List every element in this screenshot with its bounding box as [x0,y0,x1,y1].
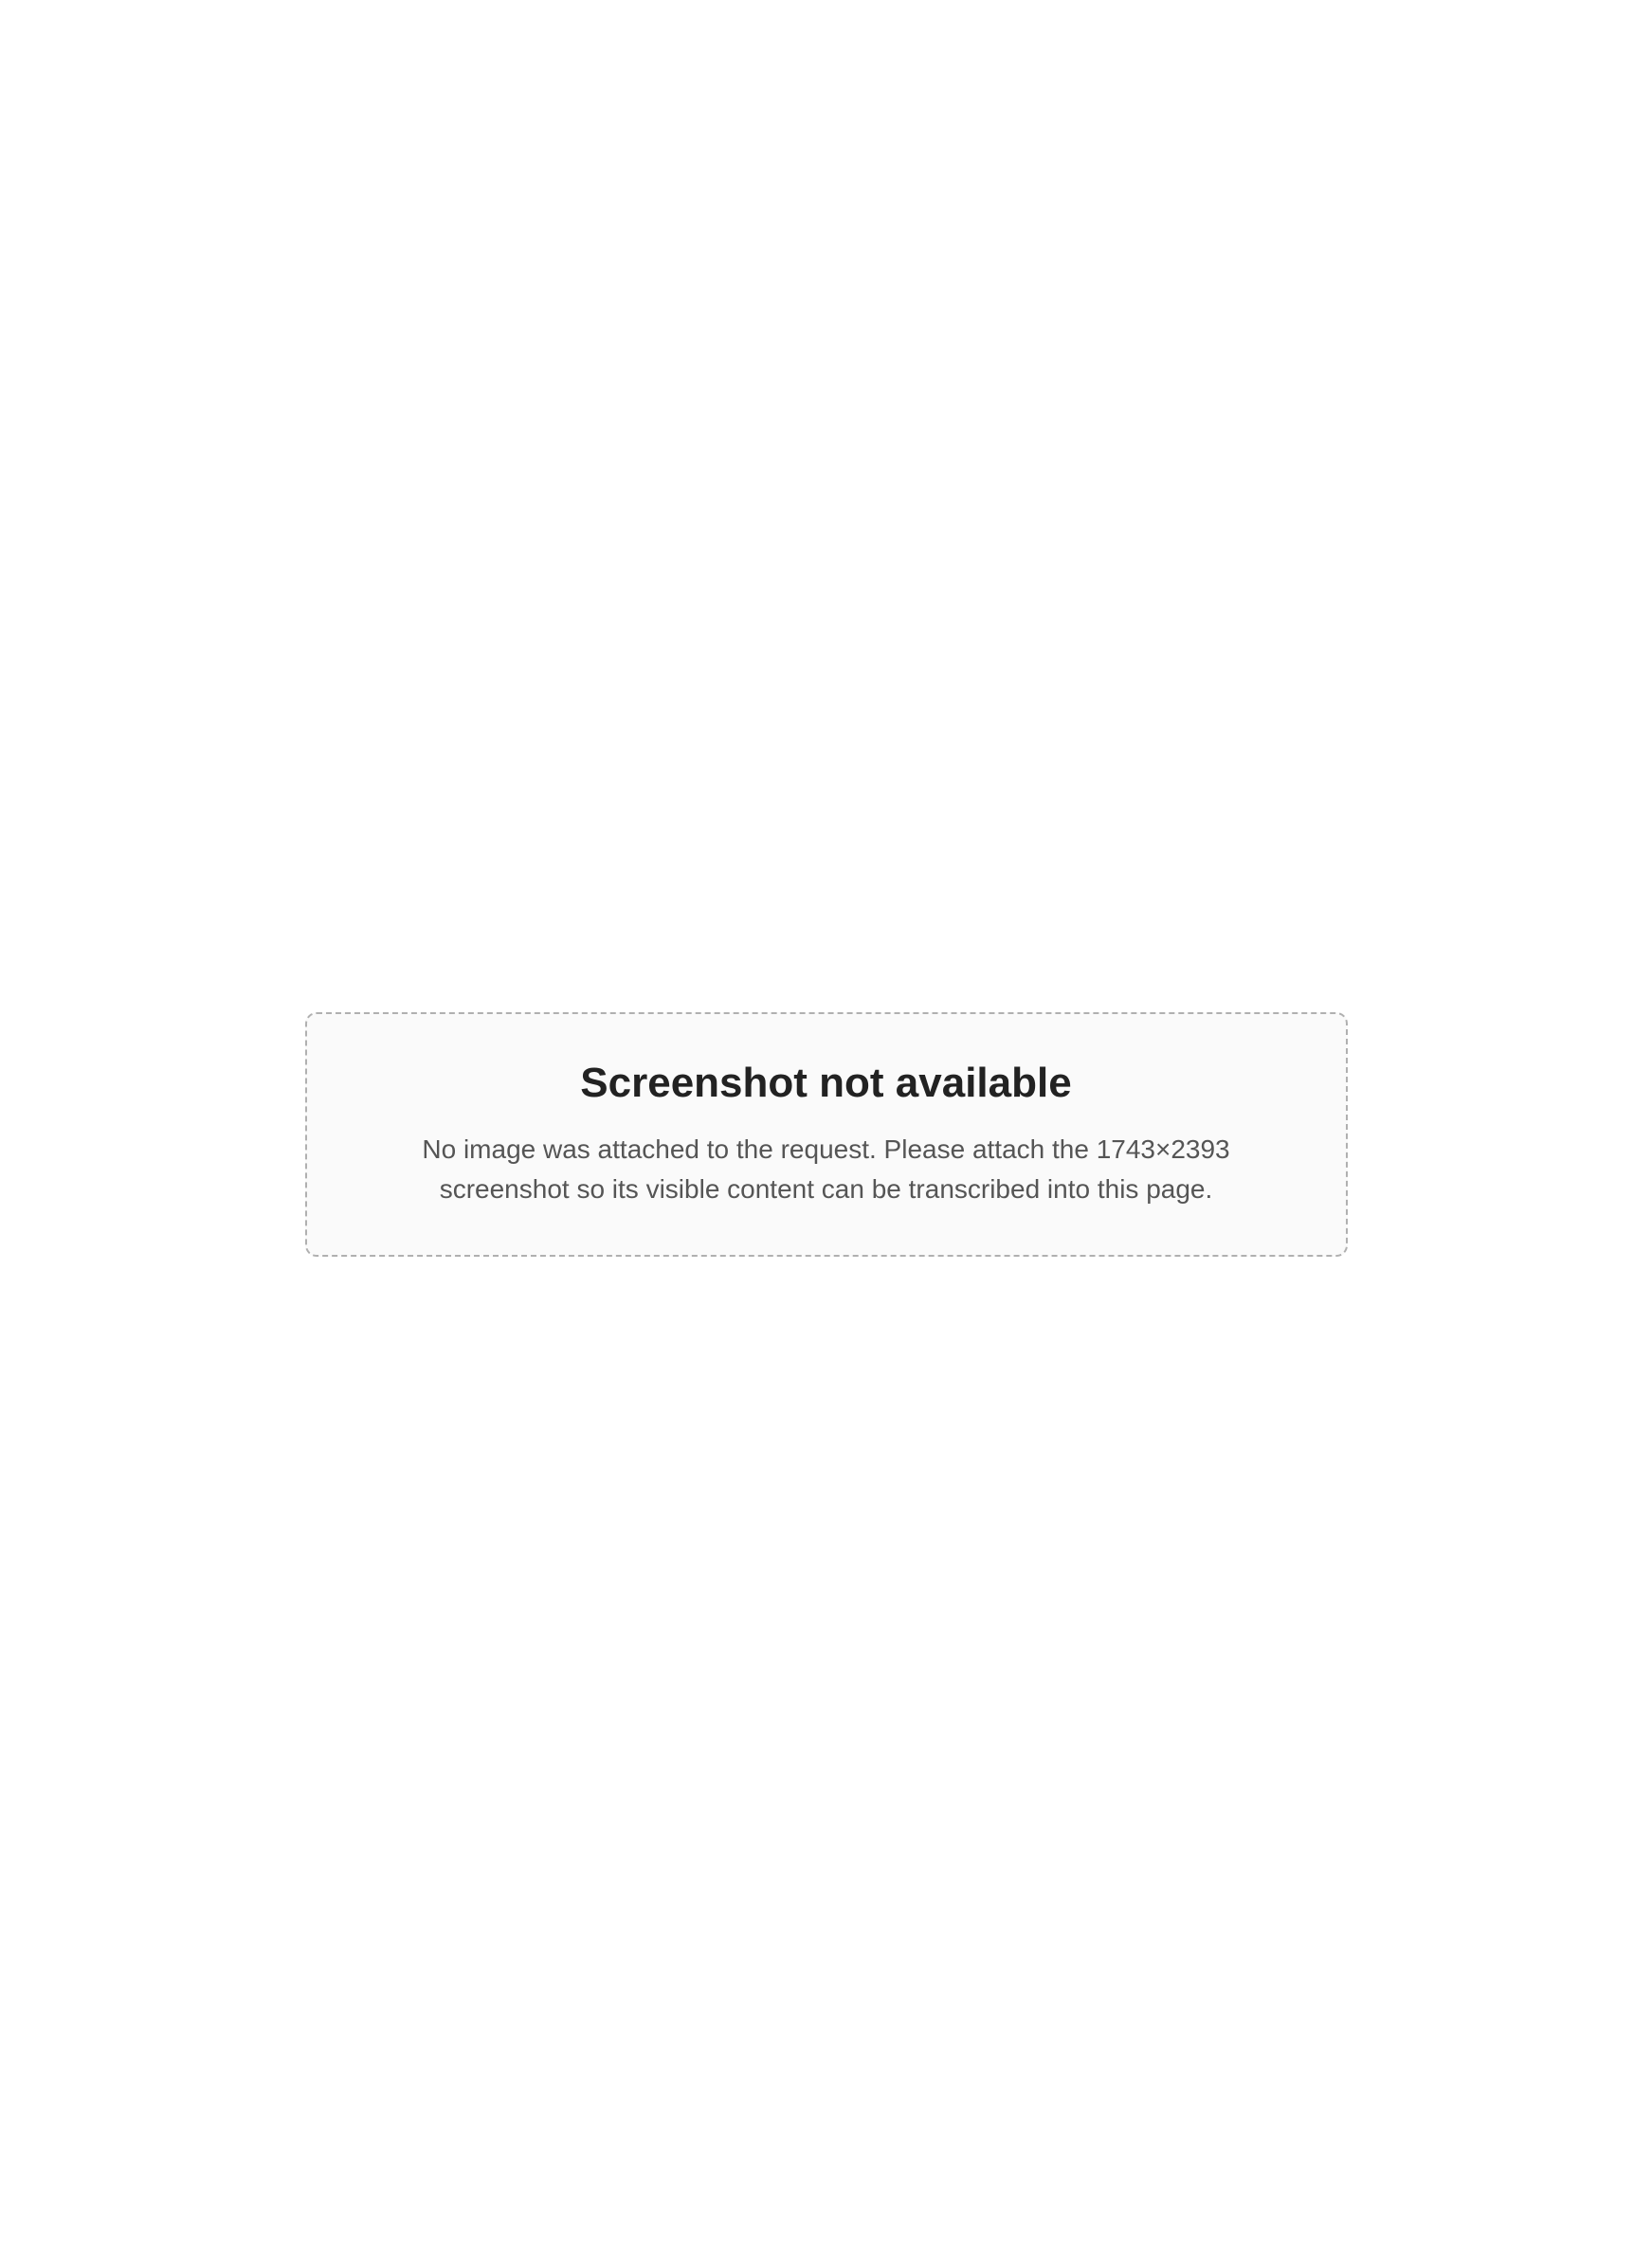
missing-image-notice [305,1012,1348,1257]
notice-body: No image was attached to the request. Please attach the 1743×2393 screenshot so its visible content can be transcribed into this page. [422,1134,1230,1204]
notice-title: Screenshot not available [580,1059,1072,1106]
